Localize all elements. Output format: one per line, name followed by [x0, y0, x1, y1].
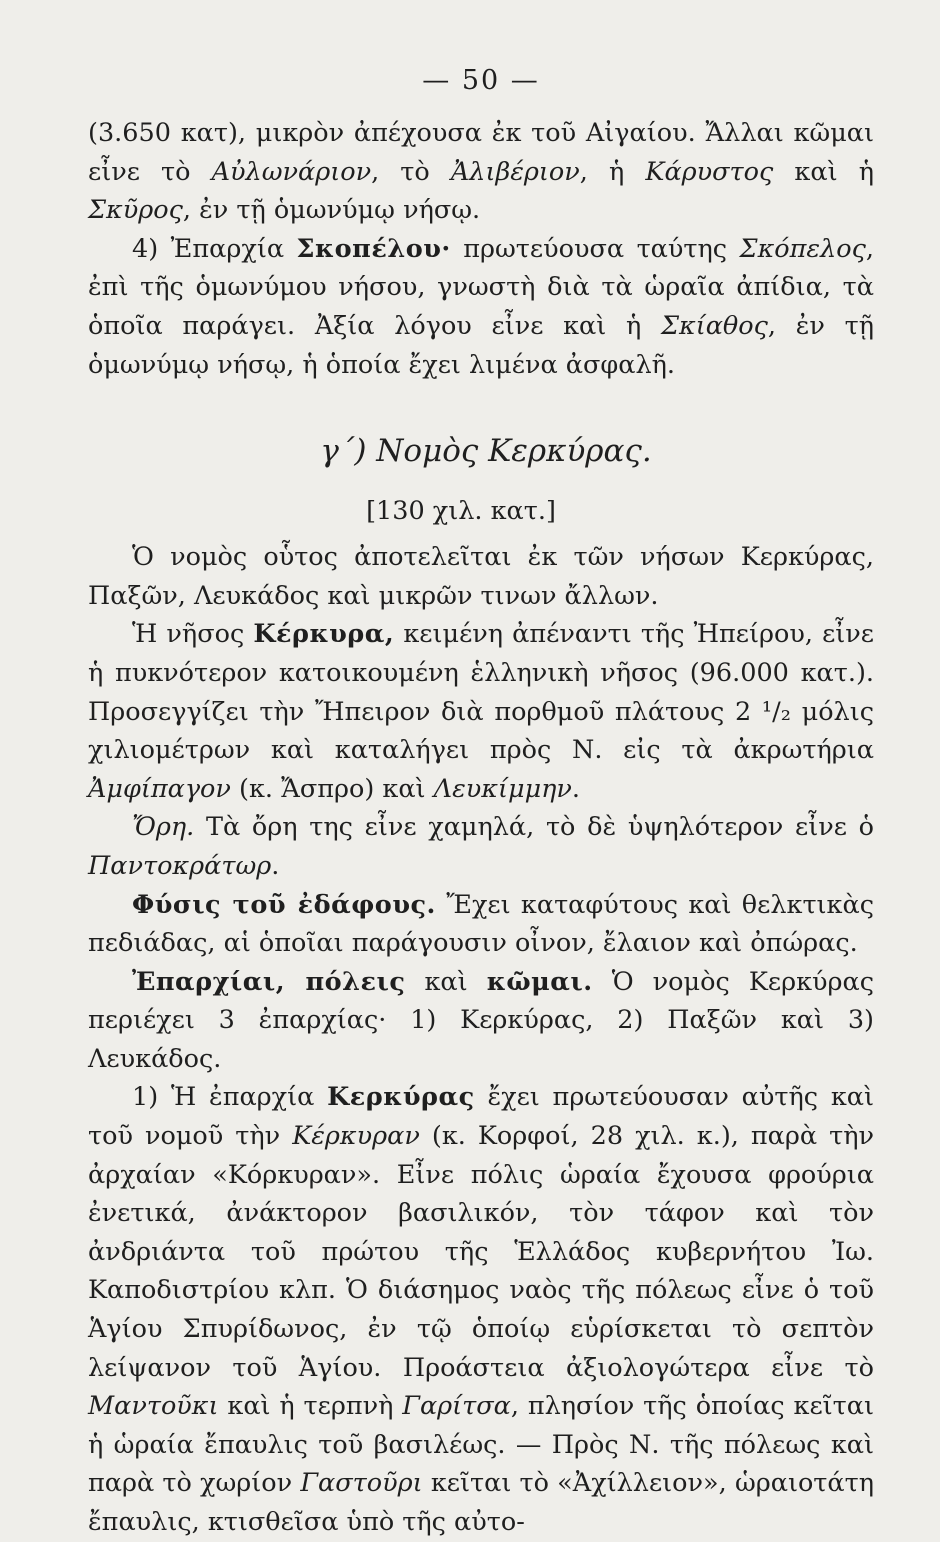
place-name: Σκόπελος — [739, 233, 866, 264]
section-label: Κερκύρας — [327, 1082, 475, 1113]
section-heading: γ΄) Νομὸς Κερκύρας. — [320, 433, 652, 470]
place-name: Γαρίτσα — [402, 1391, 511, 1422]
paragraph-euboea-villages — [88, 114, 874, 230]
text-run: . — [571, 773, 581, 804]
section-label: κῶμαι. — [486, 966, 593, 997]
text-run: καὶ ἡ — [773, 156, 874, 187]
text-run: Ἔχει καταφύτους καὶ θελκτικὰς πεδιάδας, αἱ ὁποῖαι παράγουσιν οἶνον, ἔλαιον καὶ ὀπώρας. — [88, 889, 874, 959]
section-label: Ἐπαρχίαι, πόλεις — [132, 966, 406, 997]
place-name: Κάρυστος — [645, 156, 774, 187]
place-name: Ἀλιβέριον — [450, 156, 580, 187]
text-run: 4) Ἐπαρχία — [132, 233, 297, 264]
text-run: καὶ — [405, 966, 487, 997]
text-run: (κ. Κορφοί, 28 χιλ. κ.), παρὰ τὴν ἀρχαίαν «Κόρκυραν». Εἶνε πόλις ὡραία ἔχουσα φρούρια ἐνετικά, ἀνάκτορον βασιλικόν, τὸν τάφον καὶ τὸν ἀνδριάντα τοῦ πρώτου τῆς Ἑλλάδος κυβερνήτου Ἰω. Καποδιστρίου κλπ. Ὁ διάσημος ναὸς τῆς πόλεως εἶνε ὁ τοῦ Ἁγίου Σπυρίδωνος, ἐν τῷ ὁποίῳ εὑρίσκεται τὸ σεπτὸν λείψανον τοῦ Ἁγίου. Προάστεια ἀξιολογώτερα εἶνε τὸ — [88, 1121, 875, 1383]
paragraph-prefecture-intro — [88, 538, 874, 615]
place-name: Μαντοῦκι — [88, 1391, 219, 1422]
text-run: , πλησίον τῆς ὁποίας κεῖται ἡ ὡραία ἔπαυλις τοῦ βασιλέως. — Πρὸς Ν. τῆς πόλεως καὶ παρὰ τὸ χωρίον — [88, 1391, 874, 1499]
place-name: Ἀμφίπαγον — [88, 773, 231, 804]
place-name: Λευκίμμην — [433, 773, 572, 804]
page-number: — 50 — — [422, 65, 540, 96]
text-run: Ὁ νομὸς οὗτος ἀποτελεῖται ἐκ τῶν νήσων Κερκύρας, Παξῶν, Λευκάδος καὶ μικρῶν τινων ἄλλων. — [88, 542, 874, 611]
text-run: , ἐν τῇ ὁμωνύμῳ νήσῳ. — [182, 195, 481, 226]
place-name: Αὐλωνάριον — [211, 156, 372, 187]
text-run: , ἡ — [579, 156, 646, 187]
text-run: πρωτεύουσα ταύτης — [450, 233, 740, 264]
section-label: Σκοπέλου· — [296, 233, 451, 264]
text-run: Τὰ ὄρη της εἶνε χαμηλά, τὸ δὲ ὑψηλότερον εἶνε ὁ — [194, 812, 874, 843]
place-name: Κέρκυραν — [292, 1121, 420, 1152]
section-label: Κέρκυρα, — [253, 619, 395, 650]
paragraph-skopelos — [88, 230, 874, 384]
text-run: καὶ ἡ τερπνὴ — [218, 1391, 403, 1422]
text-run: κεῖται τὸ «Ἀχίλλειον», ὡραιοτάτη ἔπαυλις, κτισθεῖσα ὑπὸ τῆς αὐτο- — [88, 1468, 875, 1537]
paragraph-corfu-province — [88, 1078, 874, 1541]
paragraph-mountains — [88, 808, 874, 885]
section-label: Ὄρη. — [132, 812, 195, 843]
text-run: , ἐν τῇ ὁμωνύμῳ νήσῳ, ἡ ὁποία ἔχει λιμένα ἀσφαλῆ. — [88, 310, 874, 380]
place-name: Γαστοῦρι — [300, 1468, 423, 1499]
text-run: , ἐπὶ τῆς ὁμωνύμου νήσου, γνωστὴ διὰ τὰ ὡραῖα ἀπίδια, τὰ ὁποῖα παράγει. Ἀξία λόγου εἶνε καὶ ἡ — [88, 233, 874, 341]
text-run: (κ. Ἄσπρο) καὶ — [230, 773, 434, 804]
place-name: Σκῦρος — [88, 195, 183, 226]
text-run: Ἡ νῆσος — [132, 619, 254, 650]
paragraph-corfu-island — [88, 615, 874, 808]
text-run: , τὸ — [371, 156, 451, 187]
paragraph-provinces — [88, 963, 874, 1079]
text-run: κειμένη ἀπέναντι τῆς Ἠπείρου, εἶνε ἡ πυκνότερον κατοικουμένη ἑλληνικὴ νῆσος (96.000 κατ.). Προσεγγίζει τὴν Ἤπειρον διὰ πορθμοῦ πλάτους 2 ¹/₂ μόλις χιλιομέτρων καὶ καταλήγει πρὸς Ν. εἰς τὰ ἀκρωτήρια — [88, 619, 874, 766]
population-note: [130 χιλ. κατ.] — [366, 496, 556, 527]
text-run: ἔχει πρωτεύουσαν αὐτῆς καὶ τοῦ νομοῦ τὴν — [88, 1082, 874, 1152]
place-name: Σκίαθος — [660, 310, 768, 341]
paragraph-soil — [88, 886, 874, 963]
text-run: (3.650 κατ), μικρὸν ἀπέχουσα ἐκ τοῦ Αἰγαίου. Ἄλλαι κῶμαι εἶνε τὸ — [88, 118, 874, 187]
place-name: Παντοκράτωρ — [88, 850, 272, 881]
text-run: . — [271, 850, 280, 881]
section-label: Φύσις τοῦ ἐδάφους. — [132, 889, 436, 920]
text-run: 1) Ἡ ἐπαρχία — [132, 1082, 328, 1113]
text-run: Ὁ νομὸς Κερκύρας περιέχει 3 ἐπαρχίας· 1) Κερκύρας, 2) Παξῶν καὶ 3) Λευκάδος. — [88, 966, 875, 1074]
